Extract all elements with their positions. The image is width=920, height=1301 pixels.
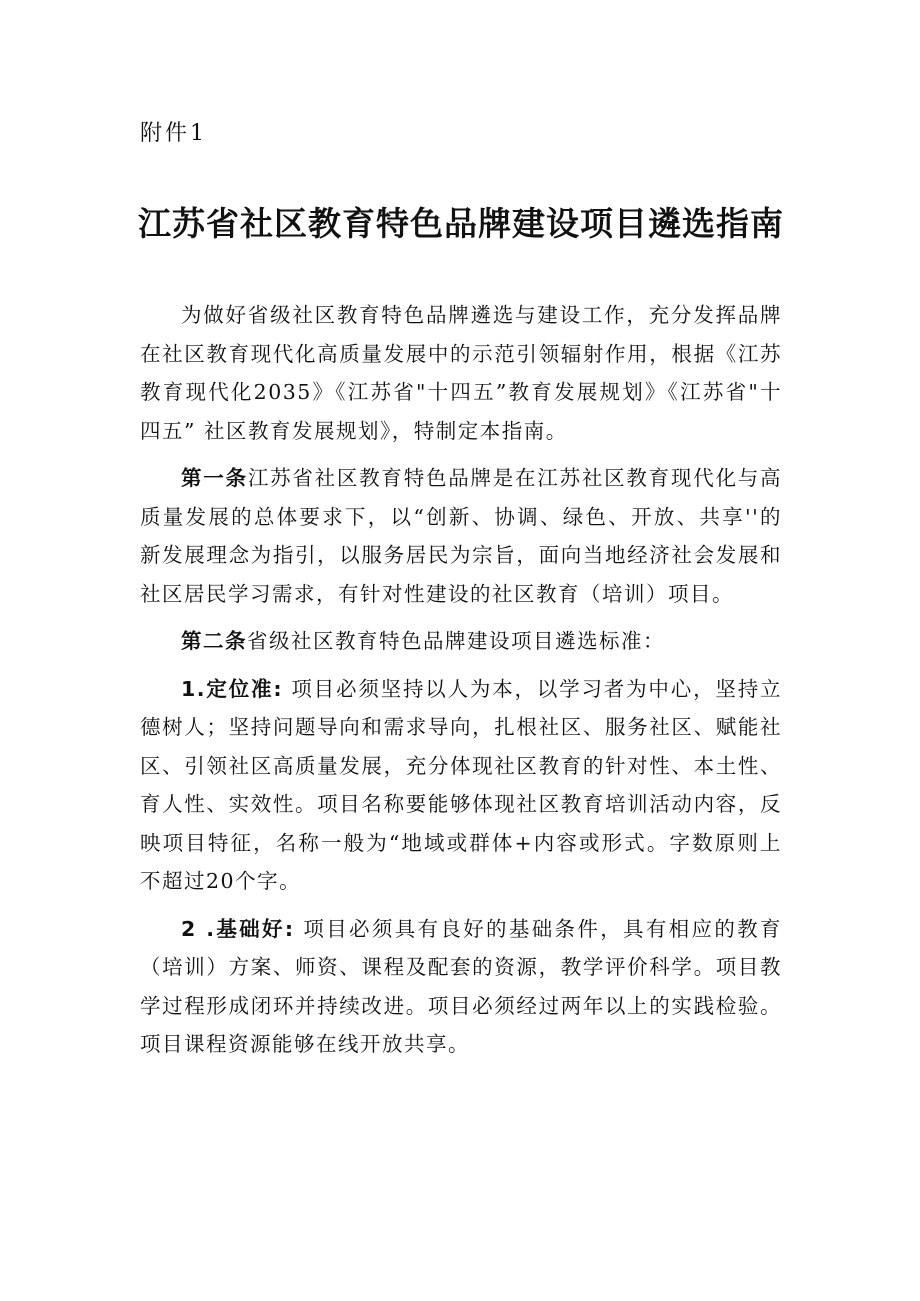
article-2-paragraph: [140, 622, 782, 661]
article-1-text: 江苏省社区教育特色品牌是在江苏社区教育现代化与高质量发展的总体要求下，以“创新、协调、绿色、开放、共享''的新发展理念为指引，以服务居民为宗旨，面向当地经济社会发展和社区居民学习需求，有针对性建设的社区教育（培训）项目。: [140, 466, 783, 606]
attachment-label: 附件1: [140, 121, 207, 146]
article-2-text: 省级社区教育特色品牌建设项目遴选标准：: [247, 629, 665, 653]
article-2-heading: 第二条: [181, 629, 247, 653]
item-2-paragraph: [140, 910, 782, 1064]
document-body: [140, 296, 782, 1064]
item-1-paragraph: [140, 670, 782, 901]
item-2-text: 项目必须具有良好的基础条件，具有相应的教育（培训）方案、师资、课程及配套的资源，教学评价科学。项目教学过程形成闭环并持续改进。项目必须经过两年以上的实践检验。项目课程资源能够在线开放共享。: [140, 916, 783, 1056]
document-title: 江苏省社区教育特色品牌建设项目遴选指南: [138, 204, 784, 243]
item-1-heading: 1.定位准:: [181, 676, 284, 701]
item-1-text: 项目必须坚持以人为本，以学习者为中心，坚持立德树人；坚持问题导向和需求导向，扎根社区、服务社区、赋能社区、引领社区高质量发展，充分体现社区教育的针对性、本土性、育人性、实效性。项目名称要能够体现社区教育培训活动内容，反映项目特征，名称一般为“地域或群体+内容或形式。字数原则上不超过20个字。: [140, 676, 783, 893]
item-2-heading: 2 .基础好:: [181, 916, 295, 941]
article-1-paragraph: [140, 459, 782, 613]
article-1-heading: 第一条: [181, 466, 248, 490]
intro-paragraph: 为做好省级社区教育特色品牌遴选与建设工作，充分发挥品牌在社区教育现代化高质量发展中的示范引领辐射作用，根据《江苏教育现代化2035》《江苏省"十四五”教育发展规划》《江苏省"十四五” 社区教育发展规划》，特制定本指南。: [140, 303, 782, 443]
